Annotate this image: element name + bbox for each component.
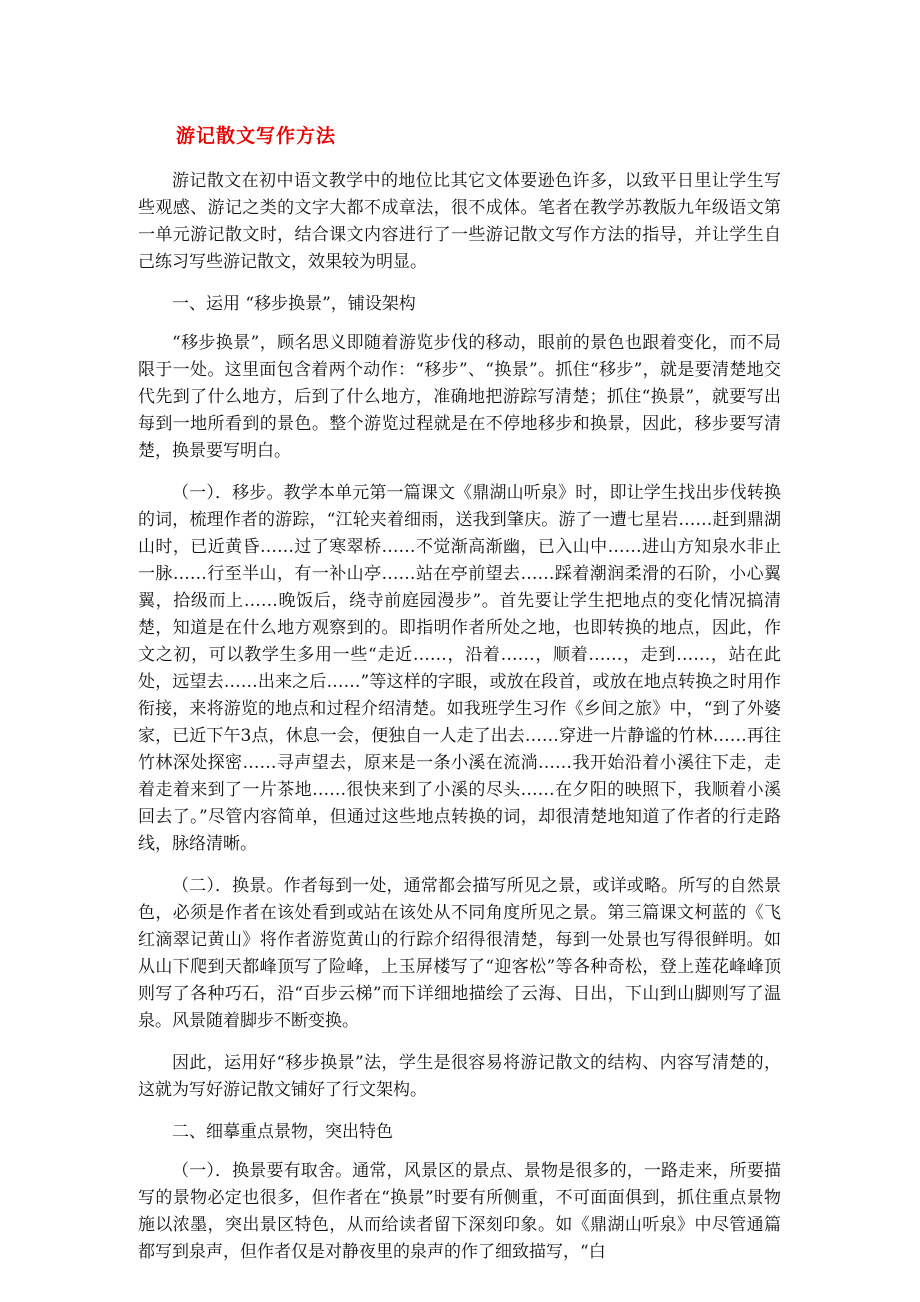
- section-heading-1: 一、运用 “移步换景”，铺设架构: [172, 294, 416, 314]
- intro-paragraph: 游记散文在初中语文教学中的地位比其它文体要逊色许多，以致平日里让学生写些观感、游记之类的文字大都不成章法，很不成体。笔者在教学苏教版九年级语文第一单元游记散文时，结合课文内容进行了一些游记散文写作方法的指导，并让学生自己练习写些游记散文，效果较为明显。: [138, 171, 781, 272]
- body-paragraph: （一）．换景要有取舍。通常，风景区的景点、景物是很多的，一路走来，所要描写的景物必定也很多，但作者在“换景”时要有所侧重，不可面面俱到，抓住重点景物施以浓墨，突出景区特色，从而给读者留下深刻印象。如《鼎湖山听泉》中尽管通篇都写到泉声，但作者仅是对静夜里的泉声的作了细致描写，“白: [138, 1161, 781, 1262]
- document-title: 游记散文写作方法: [176, 125, 337, 147]
- section-heading-2: 二、细摹重点景物，突出特色: [172, 1122, 393, 1142]
- body-paragraph: （二）．换景。作者每到一处，通常都会描写所见之景，或详或略。所写的自然景色，必须是作者在该处看到或站在该处从不同角度所见之景。第三篇课文柯蓝的《飞红滴翠记黄山》将作者游览黄山的行踪介绍得很清楚，每到一处景也写得很鲜明。如从山下爬到天都峰顶写了险峰，上玉屏楼写了“迎客松”等各种奇松，登上莲花峰峰顶则写了各种巧石，沿“百步云梯”而下详细地描绘了云海、日出，下山到山脚则写了温泉。风景随着脚步不断变换。: [138, 876, 781, 1031]
- document-body: [138, 168, 781, 1281]
- body-paragraph: （一）．移步。教学本单元第一篇课文《鼎湖山听泉》时，即让学生找出步伐转换的词，梳理作者的游踪，“江轮夹着细雨，送我到肇庆。游了一遭七星岩……赶到鼎湖山时，已近黄昏……过了寒翠桥……不觉渐高渐幽，已入山中……进山方知泉水非止一脉……行至半山，有一补山亭……站在亭前望去……踩着潮润柔滑的石阶，小心翼翼，拾级而上……晚饭后，绕寺前庭园漫步”。首先要让学生把地点的变化情况搞清楚，知道是在什么地方观察到的。即指明作者所处之地，也即转换的地点，因此，作文之初，可以教学生多用一些“走近……，沿着……，顺着……，走到……，站在此处，远望去……出来之后……”等这样的字眼，或放在段首，或放在地点转换之时用作衔接，来将游览的地点和过程介绍清楚。如我班学生习作《乡间之旅》中，“到了外婆家，已近下午3点，休息一会，便独自一人走了出去……穿进一片静谧的竹林……再往竹林深处探密……寻声望去，原来是一条小溪在流淌……我开始沿着小溪往下走，走着走着来到了一片茶地……很快来到了小溪的尽头……在夕阳的映照下，我顺着小溪回去了。”尽管内容简单，但通过这些地点转换的词，却很清楚地知道了作者的行走路线，脉络清晰。: [138, 483, 781, 854]
- body-paragraph: 因此，运用好“移步换景”法，学生是很容易将游记散文的结构、内容写清楚的，这就为写好游记散文铺好了行文架构。: [138, 1053, 781, 1100]
- body-paragraph: “移步换景”，顾名思义即随着游览步伐的移动，眼前的景色也跟着变化，而不局限于一处。这里面包含着两个动作：“移步”、“换景”。抓住“移步”，就是要清楚地交代先到了什么地方，后到了什么地方，准确地把游踪写清楚；抓住“换景”，就要写出每到一地所看到的景色。整个游览过程就是在不停地移步和换景，因此，移步要写清楚，换景要写明白。: [138, 333, 781, 461]
